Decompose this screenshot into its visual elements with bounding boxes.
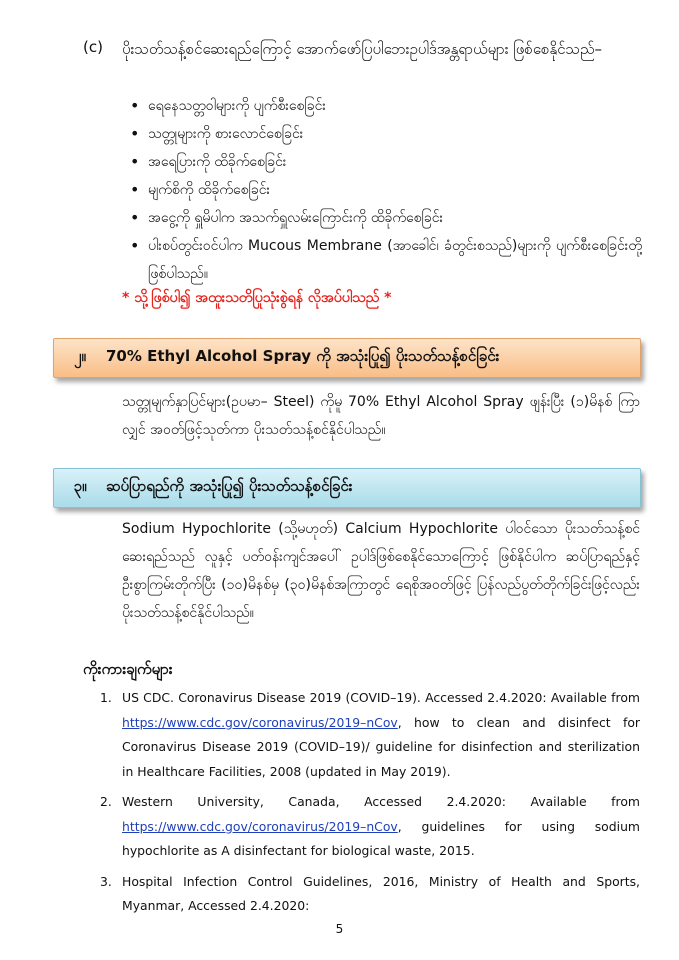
- bullet-icon: •: [130, 124, 140, 143]
- list-item: • မျက်စိကို ထိခိုက်စေခြင်း: [122, 176, 642, 204]
- hazard-list: [122, 92, 642, 288]
- reference-number: 1.: [100, 690, 112, 705]
- reference-link[interactable]: https://www.cdc.gov/coronavirus/2019–nCov: [122, 714, 398, 730]
- section-c-intro: ပိုးသတ်သန့်စင်ဆေးရည်ကြောင့် အောက်ဖော်ပြပါဘေးဥပါဒ်အန္တရာယ်များ ဖြစ်စေနိုင်သည်–: [122, 40, 602, 58]
- references-list: [100, 686, 640, 925]
- page-number: 5: [335, 922, 344, 936]
- section-2-banner: [53, 338, 641, 378]
- reference-item: [100, 790, 640, 864]
- reference-text: Western University, Canada, Accessed 2.4.2020: Available from: [122, 794, 640, 809]
- list-item: • ပါးစပ်တွင်းဝင်ပါက Mucous Membrane (အာခေါင်၊ ခံတွင်းစသည်)များကို ပျက်စီးစေခြင်းတို့ဖြစ်ပါသည်။: [122, 232, 642, 288]
- list-item: • သတ္တုများကို စားလောင်စေခြင်း: [122, 120, 642, 148]
- reference-item: [100, 870, 640, 919]
- section-2-title: 70% Ethyl Alcohol Spray ကို အသုံးပြု၍ ပိုးသတ်သန့်စင်ခြင်း: [106, 347, 500, 365]
- section-3-title: ဆပ်ပြာရည်ကို အသုံးပြု၍ ပိုးသတ်သန့်စင်ခြင်း: [106, 477, 353, 495]
- reference-link[interactable]: https://www.cdc.gov/coronavirus/2019–nCov: [122, 818, 398, 834]
- reference-text: US CDC. Coronavirus Disease 2019 (COVID–19). Accessed 2.4.2020: Available from: [122, 690, 640, 705]
- section-c-label: (c): [83, 38, 103, 56]
- warning-note: * သို့ဖြစ်ပါ၍ အထူးသတိပြုသုံးစွဲရန် လိုအပ်ပါသည် *: [122, 290, 392, 306]
- reference-text: Hospital Infection Control Guidelines, 2016, Ministry of Health and Sports, Myanmar, Accessed 2.4.2020:: [122, 873, 640, 913]
- bullet-icon: •: [130, 180, 140, 199]
- section-2-body: သတ္တုမျက်နှာပြင်များ(ဥပမာ– Steel) ကိုမူ 70% Ethyl Alcohol Spray ဖျန်းပြီး (၁)မိနစ် ကြာလျှင် အဝတ်ဖြင့်သုတ်ကာ ပိုးသတ်သန့်စင်နိုင်ပါသည်။: [122, 394, 640, 438]
- list-item: • အငွေ့ကို ရှူမိပါက အသက်ရှူလမ်းကြောင်းကို ထိခိုက်စေခြင်း: [122, 204, 642, 232]
- bullet-icon: •: [130, 208, 140, 227]
- section-3-banner: [53, 468, 641, 508]
- section-3-body: Sodium Hypochlorite (သို့မဟုတ်) Calcium Hypochlorite ပါဝင်သော ပိုးသတ်သန့်စင်ဆေးရည်သည် လူနှင့် ပတ်ဝန်းကျင်အပေါ် ဥပါဒ်ဖြစ်စေနိုင်သောကြောင့် ဖြစ်နိုင်ပါက ဆပ်ပြာရည်နှင့် ဦးစွာကြမ်းတိုက်ပြီး (၁၀)မိနစ်မှ (၃၀)မိနစ်အကြာတွင် ရေစိုအဝတ်ဖြင့် ပြန်လည်ပွတ်တိုက်ခြင်းဖြင့်လည်း ပိုးသတ်သန့်စင်နိုင်ပါသည်။: [122, 521, 640, 621]
- reference-text: , how to clean and disinfect for Coronavirus Disease 2019 (COVID–19)/ guideline for disinfection and sterilization in Healthcare Facilities, 2008 (updated in May 2019).: [122, 714, 640, 779]
- reference-text: , guidelines for using sodium hypochlorite as A disinfectant for biological waste, 2015.: [122, 818, 640, 858]
- section-3-number: ၃။: [73, 477, 87, 495]
- reference-number: 3.: [100, 873, 112, 889]
- bullet-icon: •: [130, 96, 140, 115]
- bullet-icon: •: [130, 152, 140, 171]
- references-heading: ကိုးကားချက်များ: [83, 660, 173, 678]
- bullet-icon: •: [130, 236, 140, 255]
- list-item: • ရေနေသတ္တဝါများကို ပျက်စီးစေခြင်း: [122, 92, 642, 120]
- section-2-number: ၂။: [74, 347, 86, 365]
- reference-number: 2.: [100, 794, 112, 809]
- list-item: • အရေပြားကို ထိခိုက်စေခြင်း: [122, 148, 642, 176]
- reference-item: [100, 686, 640, 784]
